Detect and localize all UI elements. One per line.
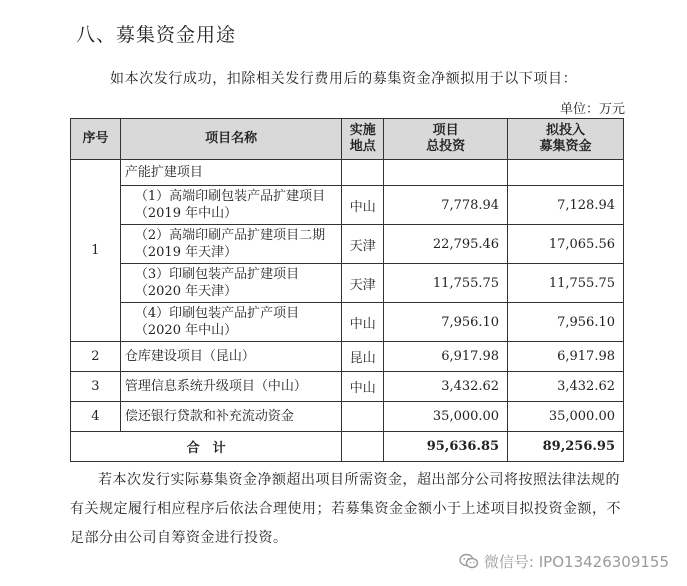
project-raise: 6,917.98 [508, 342, 624, 372]
project-location [342, 402, 384, 432]
unit-label: 单位：万元 [559, 102, 625, 117]
row-no: 2 [71, 342, 121, 372]
header-total-investment: 项目 总投资 [384, 119, 508, 160]
total-label: 合 计 [71, 432, 342, 462]
project-location: 天津 [342, 225, 384, 264]
header-raised-funds: 拟投入 募集资金 [508, 119, 624, 160]
watermark-text: 微信号: IPO13426309155 [483, 553, 669, 571]
project-raise: 3,432.62 [508, 372, 624, 402]
project-name: （4）印刷包装产品扩产项目（2020 年中山） [120, 303, 341, 342]
section-heading: 八、募集资金用途 [76, 24, 237, 46]
header-no: 序号 [71, 119, 121, 160]
project-total: 6,917.98 [384, 342, 508, 372]
total-raise: 89,256.95 [508, 432, 624, 462]
row-no: 4 [71, 402, 121, 432]
fund-usage-table [70, 118, 624, 462]
project-name: 管理信息系统升级项目（中山） [120, 372, 341, 402]
table-row [71, 186, 624, 225]
project-raise: 11,755.75 [508, 264, 624, 303]
project-location: 天津 [342, 264, 384, 303]
project-raise: 7,956.10 [508, 303, 624, 342]
paragraph-text: 若本次发行实际募集资金净额超出项目所需资金，超出部分公司将按照法律法规的有关规定履行相应程序后依法合理使用；若募集资金金额小于上述项目拟投资金额，不足部分由公司自筹资金进行投资。 [70, 472, 621, 546]
project-total: 7,778.94 [384, 186, 508, 225]
project-name: （3）印刷包装产品扩建项目（2020 年天津） [120, 264, 341, 303]
project-total: 11,755.75 [384, 264, 508, 303]
project-name: （1）高端印刷包装产品扩建项目（2019 年中山） [120, 186, 341, 225]
table-row [71, 225, 624, 264]
group-title: 产能扩建项目 [120, 160, 341, 186]
header-name: 项目名称 [120, 119, 341, 160]
table-header-row [71, 119, 624, 160]
table-row [71, 342, 624, 372]
table-row [71, 264, 624, 303]
project-location: 昆山 [342, 342, 384, 372]
wechat-icon [459, 553, 479, 570]
project-location: 中山 [342, 372, 384, 402]
closing-paragraph [70, 466, 626, 553]
table-row [71, 303, 624, 342]
project-location: 中山 [342, 186, 384, 225]
project-raise: 7,128.94 [508, 186, 624, 225]
header-location: 实施 地点 [342, 119, 384, 160]
row-no: 1 [71, 160, 121, 342]
table-row [71, 372, 624, 402]
project-raise: 17,065.56 [508, 225, 624, 264]
table-row [71, 402, 624, 432]
project-name: （2）高端印刷产品扩建项目二期（2019 年天津） [120, 225, 341, 264]
project-total: 3,432.62 [384, 372, 508, 402]
watermark [459, 551, 669, 572]
total-investment: 95,636.85 [384, 432, 508, 462]
row-no: 3 [71, 372, 121, 402]
table-total-row [71, 432, 624, 462]
project-name: 偿还银行贷款和补充流动资金 [120, 402, 341, 432]
project-total: 22,795.46 [384, 225, 508, 264]
project-name: 仓库建设项目（昆山） [120, 342, 341, 372]
project-total: 7,956.10 [384, 303, 508, 342]
intro-text: 如本次发行成功，扣除相关发行费用后的募集资金净额拟用于以下项目： [110, 71, 578, 87]
project-location: 中山 [342, 303, 384, 342]
project-total: 35,000.00 [384, 402, 508, 432]
project-raise: 35,000.00 [508, 402, 624, 432]
table-row [71, 160, 624, 186]
